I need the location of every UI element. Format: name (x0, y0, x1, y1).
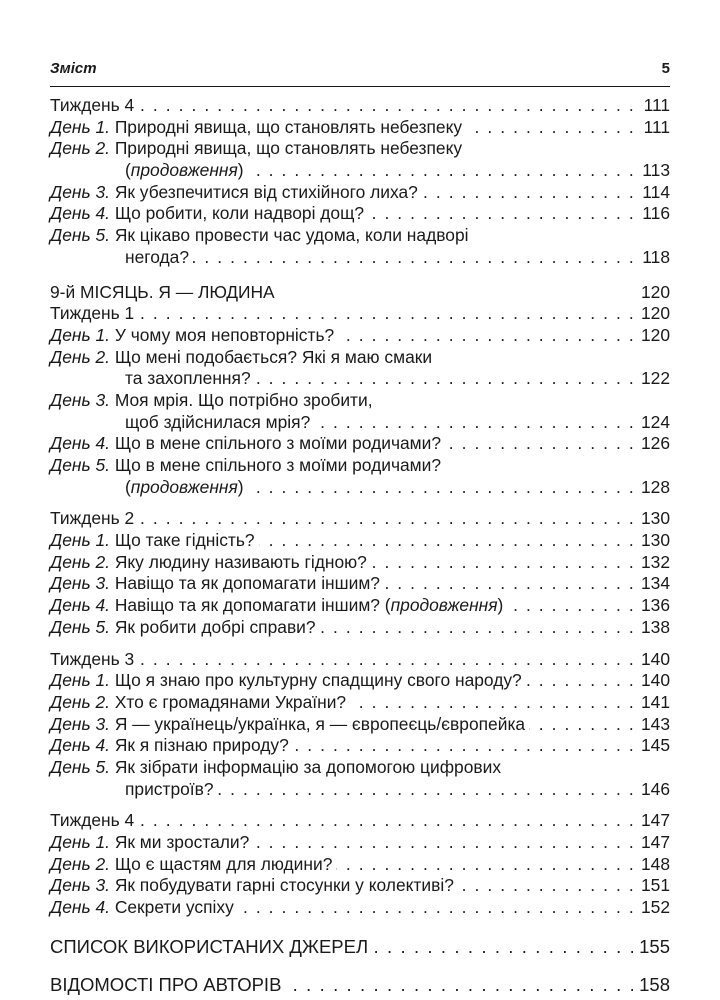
toc-day-entry: . . . День 2. Яку людину називають гідною? 132 (50, 552, 670, 574)
toc-day-entry-cont: . . . пристроїв? 146 (50, 779, 670, 801)
toc-day-entry: . . . День 3. Як побудувати гарні стосунки у колективі? 151 (50, 875, 670, 897)
toc-day-entry: . . . День 1. Що я знаю про культурну спадщину свого народу? 140 (50, 670, 670, 692)
toc-day-entry: . . . День 4. Що робити, коли надворі дощ? 116 (50, 203, 670, 225)
toc-day-entry: День 2. Що мені подобається? Які я маю смаки (50, 347, 670, 369)
toc-day-entry: . . . День 3. Я — українець/українка, я — європеєць/європейка 143 (50, 714, 670, 736)
toc-day-entry: День 2. Природні явища, що становлять небезпеку (50, 138, 670, 160)
toc-day-entry: . . . День 1. Що таке гідність? 130 (50, 530, 670, 552)
section-title: Зміст (50, 60, 97, 77)
toc-day-entry: День 3. Моя мрія. Що потрібно зробити, (50, 390, 670, 412)
toc-day-entry: . . . День 1. Природні явища, що становлять небезпеку 111 (50, 117, 670, 139)
toc-day-entry: День 5. Як зібрати інформацію за допомогою цифрових (50, 757, 670, 779)
toc-day-entry: . . . День 2. Хто є громадянами України? 141 (50, 692, 670, 714)
toc-authors-entry: . . . ВІДОМОСТІ ПРО АВТОРІВ 158 (50, 972, 670, 997)
toc-day-entry-cont: . . . (продовження) 128 (50, 477, 670, 499)
toc-day-entry-cont: . . . негода? 118 (50, 247, 670, 269)
header-rule (50, 86, 670, 87)
toc-day-entry-cont: . . . щоб здійснилася мрія? 124 (50, 412, 670, 434)
toc-day-entry: . . . День 5. Як робити добрі справи? 138 (50, 617, 670, 639)
page-number: 5 (661, 60, 670, 77)
toc-day-entry: День 5. Що в мене спільного з моїми родичами? (50, 455, 670, 477)
toc-day-entry: . . . День 1. У чому моя неповторність? 120 (50, 325, 670, 347)
running-head (50, 60, 670, 82)
toc-sources-entry: . . . СПИСОК ВИКОРИСТАНИХ ДЖЕРЕЛ 155 (50, 934, 670, 959)
toc-day-entry: . . . День 4. Що в мене спільного з моїми родичами? 126 (50, 433, 670, 455)
toc-week-entry: . . . Тиждень 3 140 (50, 649, 670, 671)
toc-day-entry: День 5. Як цікаво провести час удома, коли надворі (50, 225, 670, 247)
toc-day-entry: . . . День 4. Навіщо та як допомагати іншим? (продовження) 136 (50, 595, 670, 617)
toc-day-entry: . . . День 1. Як ми зростали? 147 (50, 832, 670, 854)
toc-week-entry: . . . Тиждень 4 147 (50, 810, 670, 832)
toc-week-entry: . . . Тиждень 4 111 (50, 95, 670, 117)
toc-day-entry: . . . День 3. Як убезпечитися від стихійного лиха? 114 (50, 182, 670, 204)
toc-day-entry-cont: . . . (продовження) 113 (50, 160, 670, 182)
table-of-contents (50, 95, 670, 997)
toc-day-entry: . . . День 2. Що є щастям для людини? 148 (50, 854, 670, 876)
toc-day-entry-cont: . . . та захоплення? 122 (50, 368, 670, 390)
toc-week-entry: . . . Тиждень 2 130 (50, 508, 670, 530)
toc-month-entry: 9-й МІСЯЦЬ. Я — ЛЮДИНА 120 (50, 281, 670, 302)
toc-day-entry: . . . День 4. Секрети успіху 152 (50, 897, 670, 919)
toc-day-entry: . . . День 3. Навіщо та як допомагати іншим? 134 (50, 573, 670, 595)
toc-week-entry: . . . Тиждень 1 120 (50, 303, 670, 325)
toc-day-entry: . . . День 4. Як я пізнаю природу? 145 (50, 735, 670, 757)
